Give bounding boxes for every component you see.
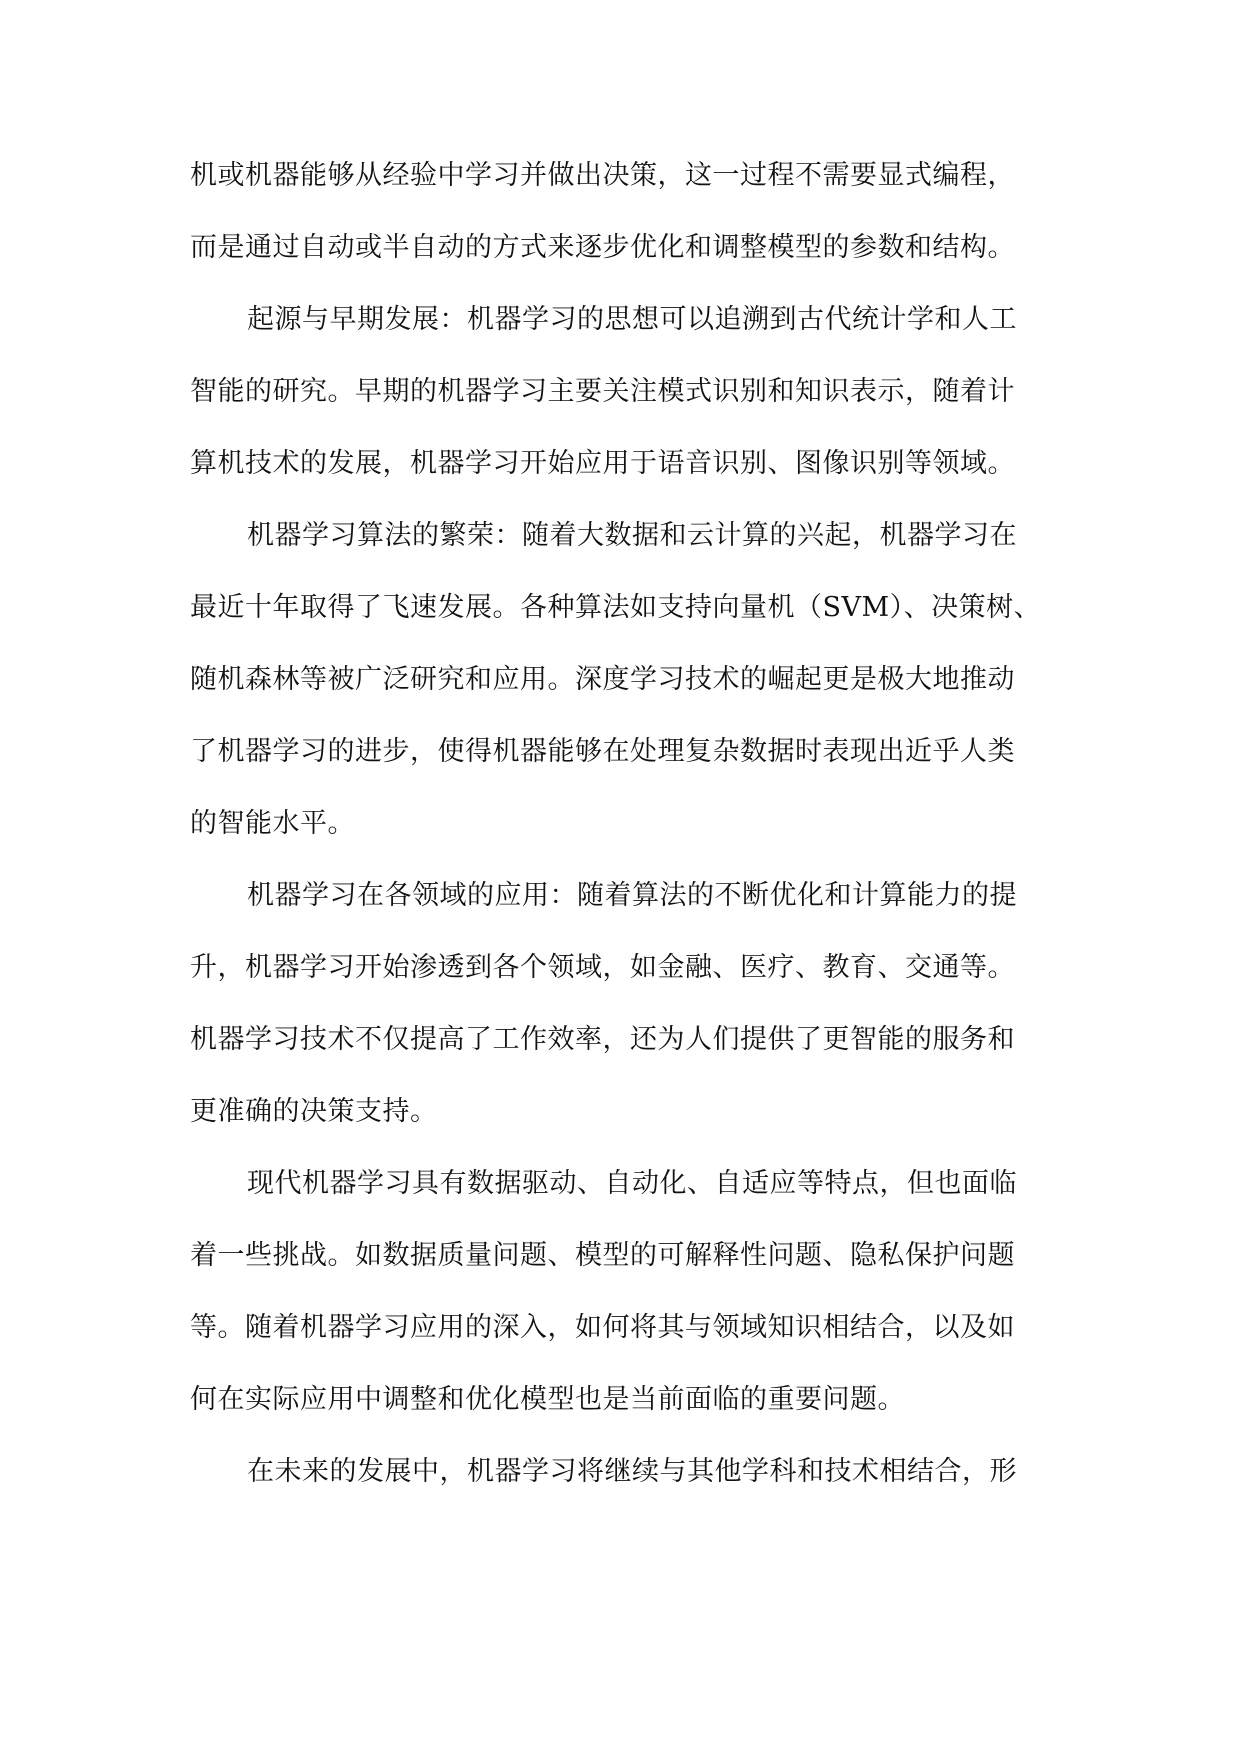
text-line: 最近十年取得了飞速发展。各种算法如支持向量机（SVM）、决策树、 — [190, 592, 1042, 623]
paragraph-first-line: 在未来的发展中，机器学习将继续与其他学科和技术相结合，形 — [247, 1456, 1017, 1487]
paragraph-first-line: 起源与早期发展：机器学习的思想可以追溯到古代统计学和人工 — [247, 304, 1017, 335]
text-line: 机器学习技术不仅提高了工作效率，还为人们提供了更智能的服务和 — [190, 1024, 1015, 1055]
text-line: 升，机器学习开始渗透到各个领域，如金融、医疗、教育、交通等。 — [190, 952, 1015, 983]
text-line: 机或机器能够从经验中学习并做出决策，这一过程不需要显式编程， — [190, 160, 1015, 191]
text-line: 智能的研究。早期的机器学习主要关注模式识别和知识表示，随着计 — [190, 376, 1015, 407]
text-line: 随机森林等被广泛研究和应用。深度学习技术的崛起更是极大地推动 — [190, 664, 1015, 695]
paragraph-first-line: 机器学习在各领域的应用：随着算法的不断优化和计算能力的提 — [247, 880, 1017, 911]
paragraph-first-line: 现代机器学习具有数据驱动、自动化、自适应等特点，但也面临 — [247, 1168, 1017, 1199]
paragraph-first-line: 机器学习算法的繁荣：随着大数据和云计算的兴起，机器学习在 — [247, 520, 1017, 551]
text-line: 等。随着机器学习应用的深入，如何将其与领域知识相结合，以及如 — [190, 1312, 1015, 1343]
text-line: 着一些挑战。如数据质量问题、模型的可解释性问题、隐私保护问题 — [190, 1240, 1015, 1271]
text-line: 而是通过自动或半自动的方式来逐步优化和调整模型的参数和结构。 — [190, 232, 1015, 263]
document-body — [190, 140, 1070, 1508]
text-line: 的智能水平。 — [190, 808, 355, 839]
text-line: 算机技术的发展，机器学习开始应用于语音识别、图像识别等领域。 — [190, 448, 1015, 479]
text-line: 了机器学习的进步，使得机器能够在处理复杂数据时表现出近乎人类 — [190, 736, 1015, 767]
text-line: 更准确的决策支持。 — [190, 1096, 438, 1127]
text-line: 何在实际应用中调整和优化模型也是当前面临的重要问题。 — [190, 1384, 905, 1415]
